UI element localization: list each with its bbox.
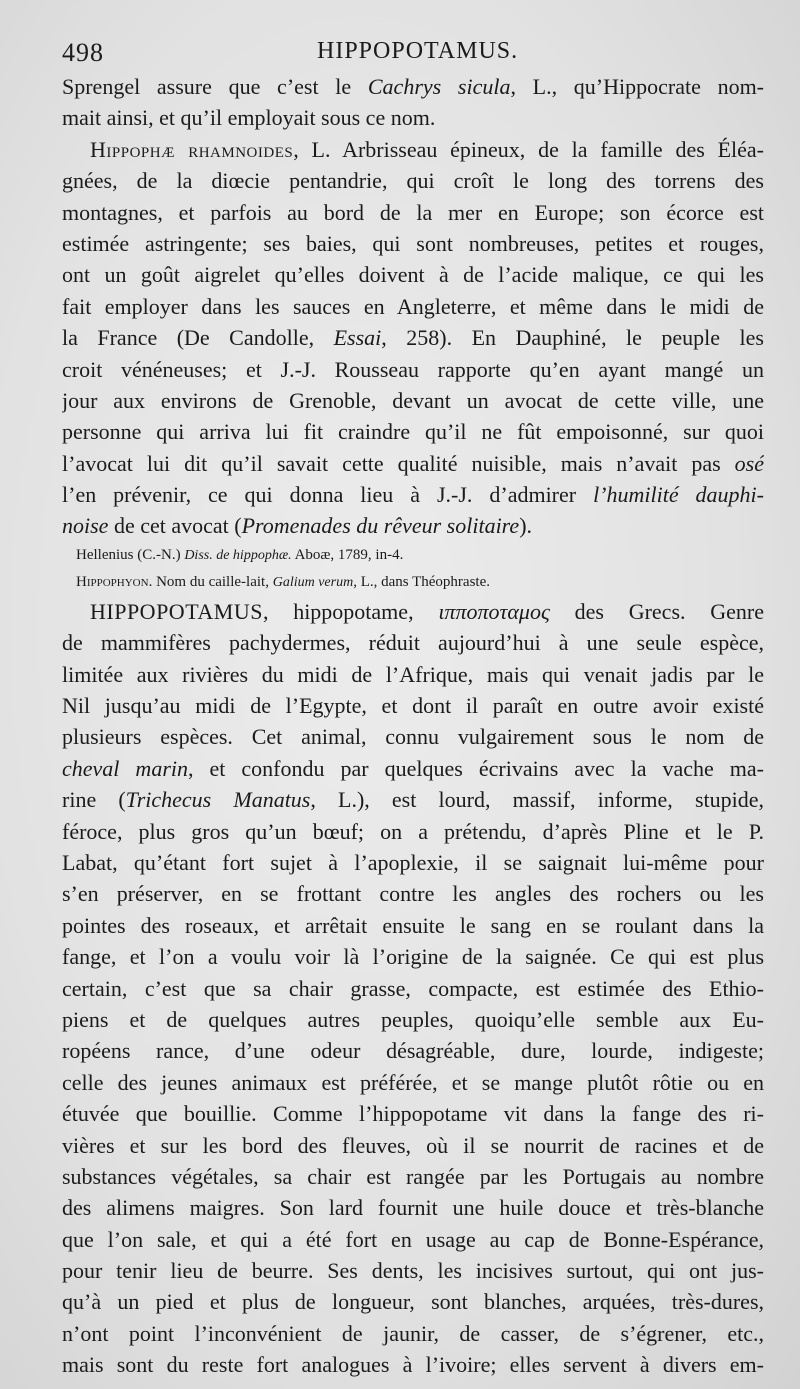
page-body <box>62 71 764 1381</box>
text-line: personne qui arriva lui fit craindre qu’il ne fût empoisonné, sur quoi <box>62 419 764 445</box>
text-line: pour tenir lieu de beurre. Ses dents, les incisives surtout, qui ont jus- <box>62 1258 764 1284</box>
text-line: plusieurs espèces. Cet animal, connu vulgairement sous le nom de <box>62 724 764 750</box>
entry-continuation <box>62 71 764 134</box>
text-line: fait employer dans les sauces en Angleterre, et même dans le midi de <box>62 293 764 319</box>
text-line: féroce, plus gros qu’un bœuf; on a prétendu, d’après Pline et le P. <box>62 818 764 844</box>
entry-headword: HIPPOPOTAMUS <box>90 598 263 624</box>
running-head <box>62 38 762 68</box>
text-line: certain, c’est que sa chair grasse, compacte, est estimée des Ethio- <box>62 975 764 1001</box>
text-line: s’en préserver, en se frottant contre les angles des rochers ou les <box>62 881 764 907</box>
bibliographic-note: Hippophyon. Nom du caille-lait, Galium verum, L., dans Théophraste. <box>76 573 490 590</box>
text-line: Nil jusqu’au midi de l’Egypte, et dont il paraît en outre avoir existé <box>62 693 764 719</box>
text-line: fange, et l’on a voulu voir là l’origine de la saignée. Ce qui est plus <box>62 944 764 970</box>
text-line: montagnes, et parfois au bord de la mer en Europe; son écorce est <box>62 199 764 225</box>
text-line: croit vénéneuses; et J.-J. Rousseau rapporte qu’en ayant mangé un <box>62 356 764 382</box>
text-line: des alimens maigres. Son lard fournit une huile douce et très-blanche <box>62 1195 764 1221</box>
text-line: vières et sur les bord des fleuves, où il se nourrit de racines et de <box>62 1132 764 1158</box>
bibliographic-note: Hellenius (C.-N.) Diss. de hippophæ. Aboæ, 1789, in-4. <box>76 546 404 563</box>
page-number: 498 <box>62 38 104 67</box>
text-line: jour aux environs de Grenoble, devant un avocat de cette ville, une <box>62 387 764 413</box>
text-line: qu’à un pied et plus de longueur, sont blanches, arquées, très-dures, <box>62 1289 764 1315</box>
text-line: ont un goût aigrelet qu’elles doivent à de l’acide malique, ce qui les <box>62 262 764 288</box>
text-line: mais sont du reste fort analogues à l’ivoire; elles servent à divers em- <box>62 1352 764 1378</box>
text-line: mait ainsi, et qu’il employait sous ce nom. <box>62 105 436 131</box>
text-line: cheval marin, et confondu par quelques écrivains avec la vache ma- <box>62 755 764 781</box>
text-line: n’ont point l’inconvénient de jaunir, de casser, de s’égrener, etc., <box>62 1320 764 1346</box>
text-line: limitée aux rivières du midi de l’Afrique, mais qui venait jadis par le <box>62 661 764 687</box>
text-line: noise de cet avocat (Promenades du rêveur solitaire). <box>62 513 533 539</box>
text-line: que l’on sale, et qui a été fort en usage au cap de Bonne-Espérance, <box>62 1226 764 1252</box>
text-line: rine (Trichecus Manatus, L.), est lourd, massif, informe, stupide, <box>62 787 764 813</box>
text-line: ropéens rance, d’une odeur désagréable, dure, lourde, indigeste; <box>62 1038 764 1064</box>
text-line: Labat, qu’étant fort sujet à l’apoplexie, il se saignait lui-même pour <box>62 849 764 875</box>
text-line: substances végétales, sa chair est rangée par les Portugais au nombre <box>62 1163 764 1189</box>
entry-hippophae <box>62 134 764 542</box>
text-line: l’avocat lui dit qu’il savait cette qualité nuisible, mais n’avait pas osé <box>62 450 764 476</box>
text-line: Hippophæ rhamnoides, L. Arbrisseau épineux, de la famille des Éléa- <box>90 136 764 162</box>
text-line: étuvée que bouillie. Comme l’hippopotame vit dans la fange des ri- <box>62 1101 764 1127</box>
text-line: celle des jeunes animaux est préférée, et se mange plutôt rôtie ou en <box>62 1069 764 1095</box>
text-line: l’en prévenir, ce qui donna lieu à J.-J. d’admirer l’humilité dauphi- <box>62 482 764 508</box>
text-line: Sprengel assure que c’est le Cachrys sicula, L., qu’Hippocrate nom- <box>62 74 764 99</box>
notes-block <box>62 542 764 596</box>
page-title: HIPPOPOTAMUS. <box>317 38 519 64</box>
entry-headword: Hippophæ rhamnoides <box>90 136 294 162</box>
text-line: la France (De Candolle, Essai, 258). En Dauphiné, le peuple les <box>62 325 764 351</box>
entry-hippopotamus <box>62 596 764 1381</box>
text-line: de mammifères pachydermes, réduit aujourd’hui à une seule espèce, <box>62 630 764 656</box>
text-line: estimée astringente; ses baies, qui sont nombreuses, petites et rouges, <box>62 230 764 256</box>
entry-headword: Hippophyon <box>76 573 149 590</box>
text-line: HIPPOPOTAMUS, hippopotame, ιπποποταμος des Grecs. Genre <box>90 598 764 624</box>
text-line: piens et de quelques autres peuples, quoiqu’elle semble aux Eu- <box>62 1006 764 1032</box>
text-line: gnées, de la diœcie pentandrie, qui croît le long des torrens des <box>62 168 764 194</box>
text-line: pointes des roseaux, et arrêtait ensuite le sang en se roulant dans la <box>62 912 764 938</box>
